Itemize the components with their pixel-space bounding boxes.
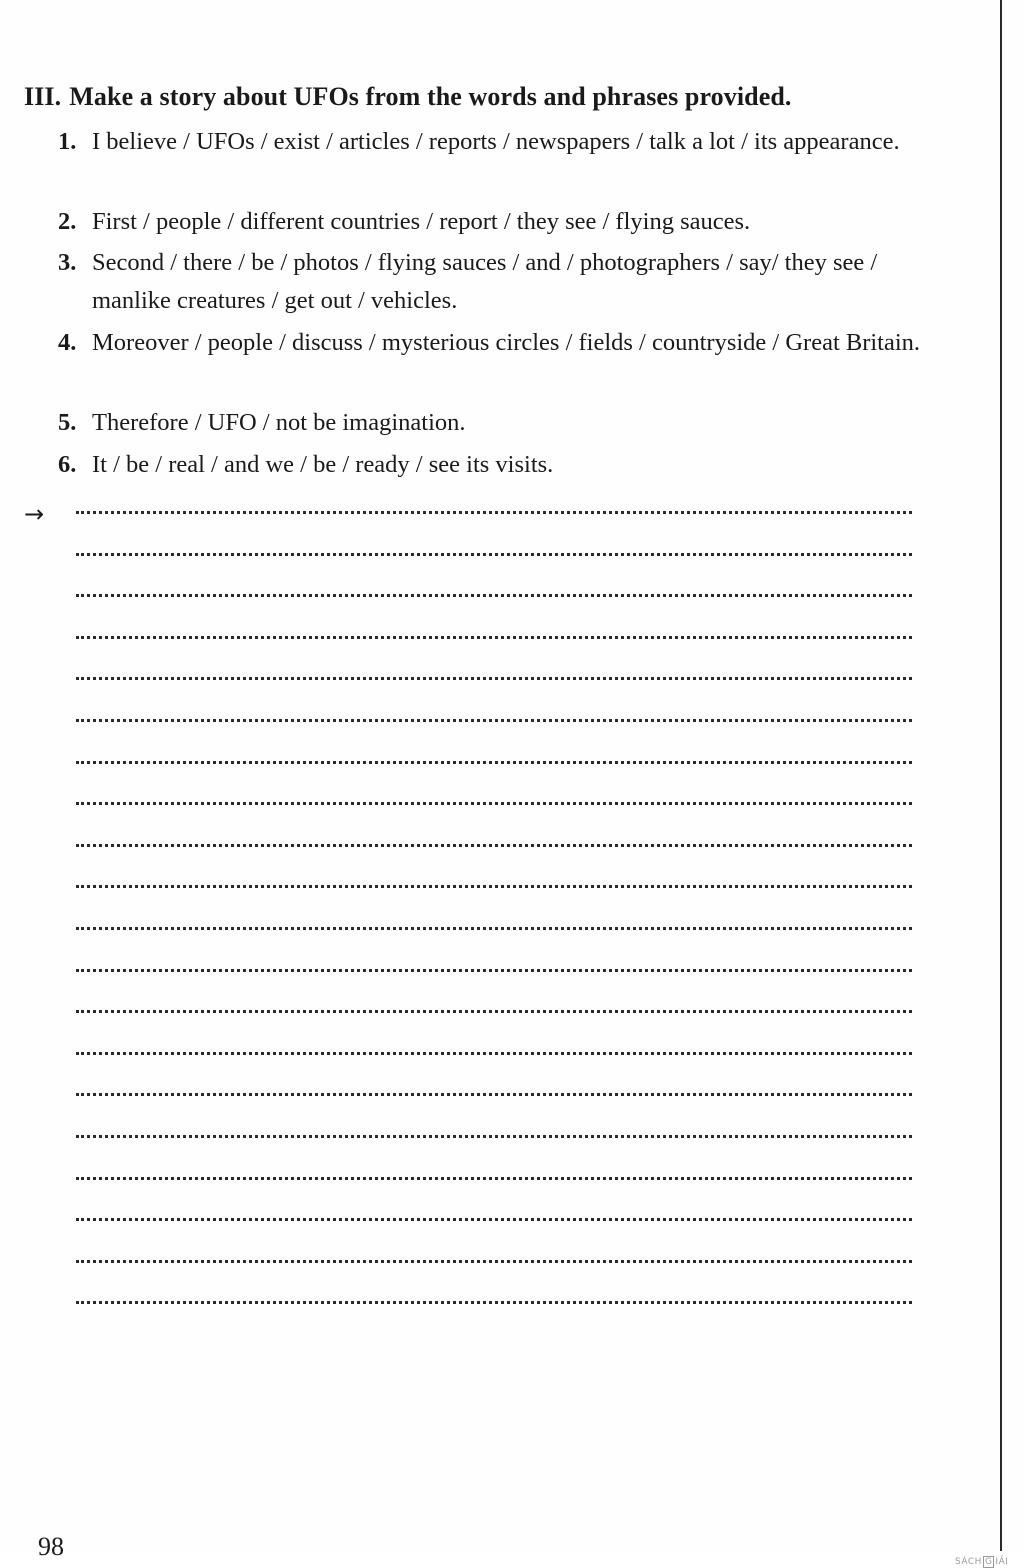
prompt-item	[58, 404, 948, 442]
answer-line	[76, 636, 912, 639]
answer-line	[76, 553, 912, 556]
prompt-text: Second / there / be / photos / flying sauces / and / photographers / say/ they see / manlike creatures / get out / vehicles.	[92, 249, 878, 314]
answer-line	[76, 1218, 912, 1221]
page-edge-rule	[1000, 0, 1002, 1551]
watermark: SÁCH G IẢI	[955, 1557, 1009, 1567]
answer-line	[76, 594, 912, 597]
answer-arrow-icon: →	[24, 500, 45, 528]
exercise-number: III.	[24, 82, 62, 111]
answer-line	[76, 1301, 912, 1304]
prompt-item	[58, 324, 948, 362]
answer-line	[76, 1052, 912, 1055]
answer-line	[76, 1093, 912, 1096]
prompt-text: Moreover / people / discuss / mysterious circles / fields / countryside / Great Britain.	[92, 329, 921, 356]
prompt-item	[58, 203, 948, 241]
answer-line	[76, 1010, 912, 1013]
prompt-item	[58, 123, 948, 161]
prompt-text: It / be / real / and we / be / ready / see its visits.	[92, 451, 554, 478]
prompt-number: 2.	[58, 208, 77, 235]
prompt-text: I believe / UFOs / exist / articles / reports / newspapers / talk a lot / its appearance.	[92, 128, 900, 155]
page-number: 98	[38, 1532, 64, 1561]
answer-line	[76, 719, 912, 722]
answer-line	[76, 1135, 912, 1138]
answer-line	[76, 511, 912, 514]
prompt-number: 3.	[58, 249, 77, 276]
answer-line	[76, 761, 912, 764]
answer-line	[76, 885, 912, 888]
exercise-instruction: Make a story about UFOs from the words and phrases provided.	[69, 82, 792, 111]
exercise-heading	[24, 82, 792, 112]
answer-line	[76, 677, 912, 680]
prompt-number: 4.	[58, 329, 77, 356]
prompt-item	[58, 244, 948, 320]
answer-line	[76, 969, 912, 972]
prompt-text: Therefore / UFO / not be imagination.	[92, 409, 466, 436]
prompt-text: First / people / different countries / report / they see / flying sauces.	[92, 208, 751, 235]
prompt-number: 6.	[58, 451, 77, 478]
answer-line	[76, 1177, 912, 1180]
answer-line	[76, 1260, 912, 1263]
answer-line	[76, 802, 912, 805]
prompt-number: 5.	[58, 409, 77, 436]
prompt-number: 1.	[58, 128, 77, 155]
answer-line	[76, 844, 912, 847]
prompt-item	[58, 446, 948, 484]
answer-line	[76, 927, 912, 930]
